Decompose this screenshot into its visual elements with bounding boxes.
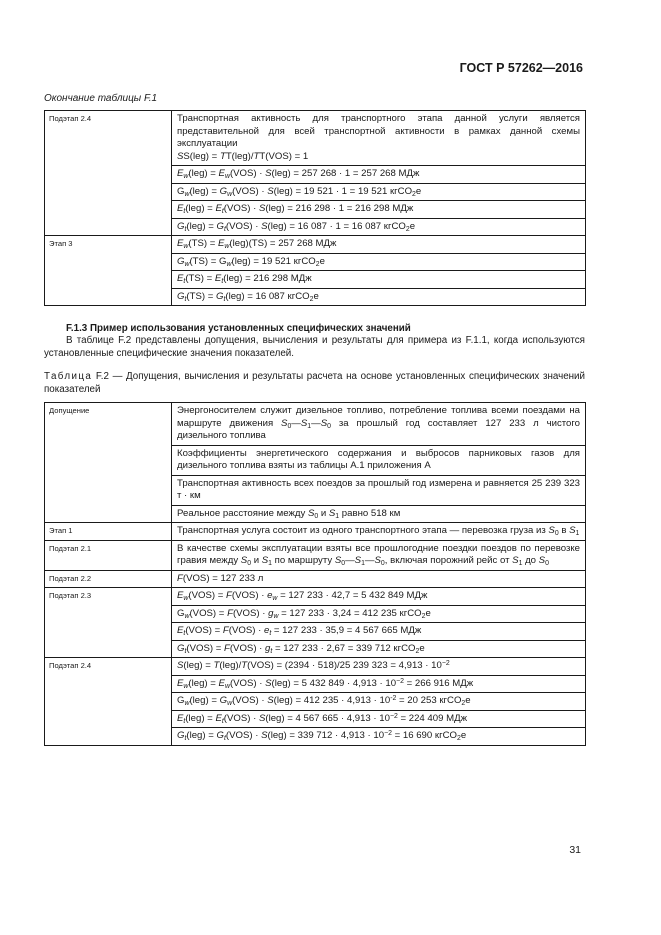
stage-label: Подэтап 2.2 (45, 570, 172, 588)
table-cell: $E_t(VOS) = F(VOS) \cdot e_t = 127$ 233 · 35,9 = 4 567 665 МДж (172, 623, 586, 641)
table-cell: В качестве схемы эксплуатации взяты все прошлогодние поездки поездов по перевозке гравия между $S_0$ и $S_1$ по маршруту $S_0—S_1—S_0$, включая порожний рейс от $S_1$ до $S_0$ (172, 540, 586, 570)
table-cell: $G_t(leg) = G_t(VOS) \cdot S(leg) = 339$ $712 \cdot 4,913 \cdot 10^{-2} = 16$ 690 кгCO$_2$e (172, 728, 586, 746)
table-f1 (44, 110, 586, 306)
table-cell: $E_w(TS) = E_w(leg)(TS) = 257$ 268 МДж (172, 236, 586, 254)
table-cell: $E_w(leg) = E_w(VOS) \cdot S(leg) = 257$ 268 · 1 = 257 268 МДж (172, 166, 586, 184)
table-f2 (44, 402, 586, 746)
table-cell: $G_w(TS) = G_w(leg) = 19$ 521 кгCO$_2$e (172, 253, 586, 271)
table-row (45, 403, 586, 446)
table-cell: $G_t(leg) = G_t(VOS) \cdot S(leg) = 16$ 087 · 1 = 16 087 кгCO$_2$e (172, 218, 586, 236)
table-cell: $G_t(TS) = G_t(leg) = 16$ 087 кгCO$_2$e (172, 288, 586, 306)
table-cell: $E_w(VOS) = F(VOS) \cdot e_w = 127$ 233 · 42,7 = 5 432 849 МДж (172, 588, 586, 606)
table-f2-caption: Таблица F.2 — Допущения, вычисления и результаты расчета на основе установленных специфических значений показателей (44, 371, 585, 395)
table-row (45, 570, 586, 588)
table-cell: $G_t(VOS) = F(VOS) \cdot g_t = 127$ 233 · 2,67 = 339 712 кгCO$_2$e (172, 640, 586, 658)
table-cell: $G_w(leg) = G_w(VOS) \cdot S(leg) = 19$ 521 · 1 = 19 521 кгCO$_2$e (172, 183, 586, 201)
page-number: 31 (569, 844, 581, 856)
table-cell: F(VOS) = 127 233 л (172, 570, 586, 588)
table-cell: Транспортная активность всех поездов за прошлый год измерена и равняется 25 239 323 т · км (172, 475, 586, 505)
table-row (45, 523, 586, 541)
document-code: ГОСТ Р 57262—2016 (459, 61, 583, 75)
table-cell: Транспортная услуга состоит из одного транспортного этапа — перевозка груза из $S_0$ в $S_1$ (172, 523, 586, 541)
table-cell: Транспортная активность для транспортного этапа данной услуги является представительной для всей транспортной активности в рамках данной схемы эксплуатации SS(leg) = TT(leg)/TT(VOS) = 1 (172, 111, 586, 166)
section-title: F.1.3 Пример использования установленных специфических значений (66, 323, 411, 334)
stage-label: Этап 3 (45, 236, 172, 306)
table-row (45, 588, 586, 606)
stage-label: Подэтап 2.4 (45, 658, 172, 746)
table-row (45, 111, 586, 166)
table-cell: $E_t(leg) = E_t(VOS) \cdot S(leg) = 4$ 567 $665 \cdot 4,913 \cdot 10^{-2} = 224$ 409 МДж (172, 710, 586, 728)
table-row (45, 540, 586, 570)
stage-label: Допущение (45, 403, 172, 523)
table-cell: $G_w(leg) = G_w(VOS) \cdot S(leg) = 412$ $235 \cdot 4,913 \cdot 10^{-2} = 20$ 253 кгCO$_2$e (172, 693, 586, 711)
stage-label: Подэтап 2.4 (45, 111, 172, 236)
table-cell: S(leg) = T(leg)/T(VOS) = (2394 · 518)/25 239 $323 = 4,913 \cdot 10^{-2}$ (172, 658, 586, 676)
section-paragraph: В таблице F.2 представлены допущения, вычисления и результаты для примера из F.1.1, когда используются установленные специфические значения показателей. (44, 335, 585, 359)
formula: SS(leg) = TT(leg)/TT(VOS) = 1 (177, 150, 309, 162)
table-row (45, 658, 586, 676)
table-cell: $E_t(leg) = E_t(VOS) \cdot S(leg) = 216$ 298 · 1 = 216 298 МДж (172, 201, 586, 219)
stage-label: Этап 1 (45, 523, 172, 541)
table-cell: $E_w(leg) = E_w(VOS) \cdot S(leg) = 5$ 432 $849 \cdot 4,913 \cdot 10^{-2} = 266$ 916 МДж (172, 675, 586, 693)
table-cell: Коэффициенты энергетического содержания и выбросов парниковых газов для дизельного топлива взяты из таблицы А.1 приложения А (172, 445, 586, 475)
table-row (45, 236, 586, 254)
stage-label: Подэтап 2.3 (45, 588, 172, 658)
table-cell: Энергоносителем служит дизельное топливо, потребление топлива всеми поездами на маршруте движения $S_0—S_1—S_0$ за прошлый год составляет 127 233 л чистого дизельного топлива (172, 403, 586, 446)
table-cell: Реальное расстояние между $S_0$ и $S_1$ равно 518 км (172, 505, 586, 523)
stage-label: Подэтап 2.1 (45, 540, 172, 570)
table-cell: $G_w(VOS) = F(VOS) \cdot g_w = 127$ 233 · 3,24 = 412 235 кгCO$_2$e (172, 605, 586, 623)
table-f1-continuation-caption: Окончание таблицы F.1 (44, 93, 158, 104)
table-cell: $E_t(TS) = E_t(leg) = 216$ 298 МДж (172, 271, 586, 289)
